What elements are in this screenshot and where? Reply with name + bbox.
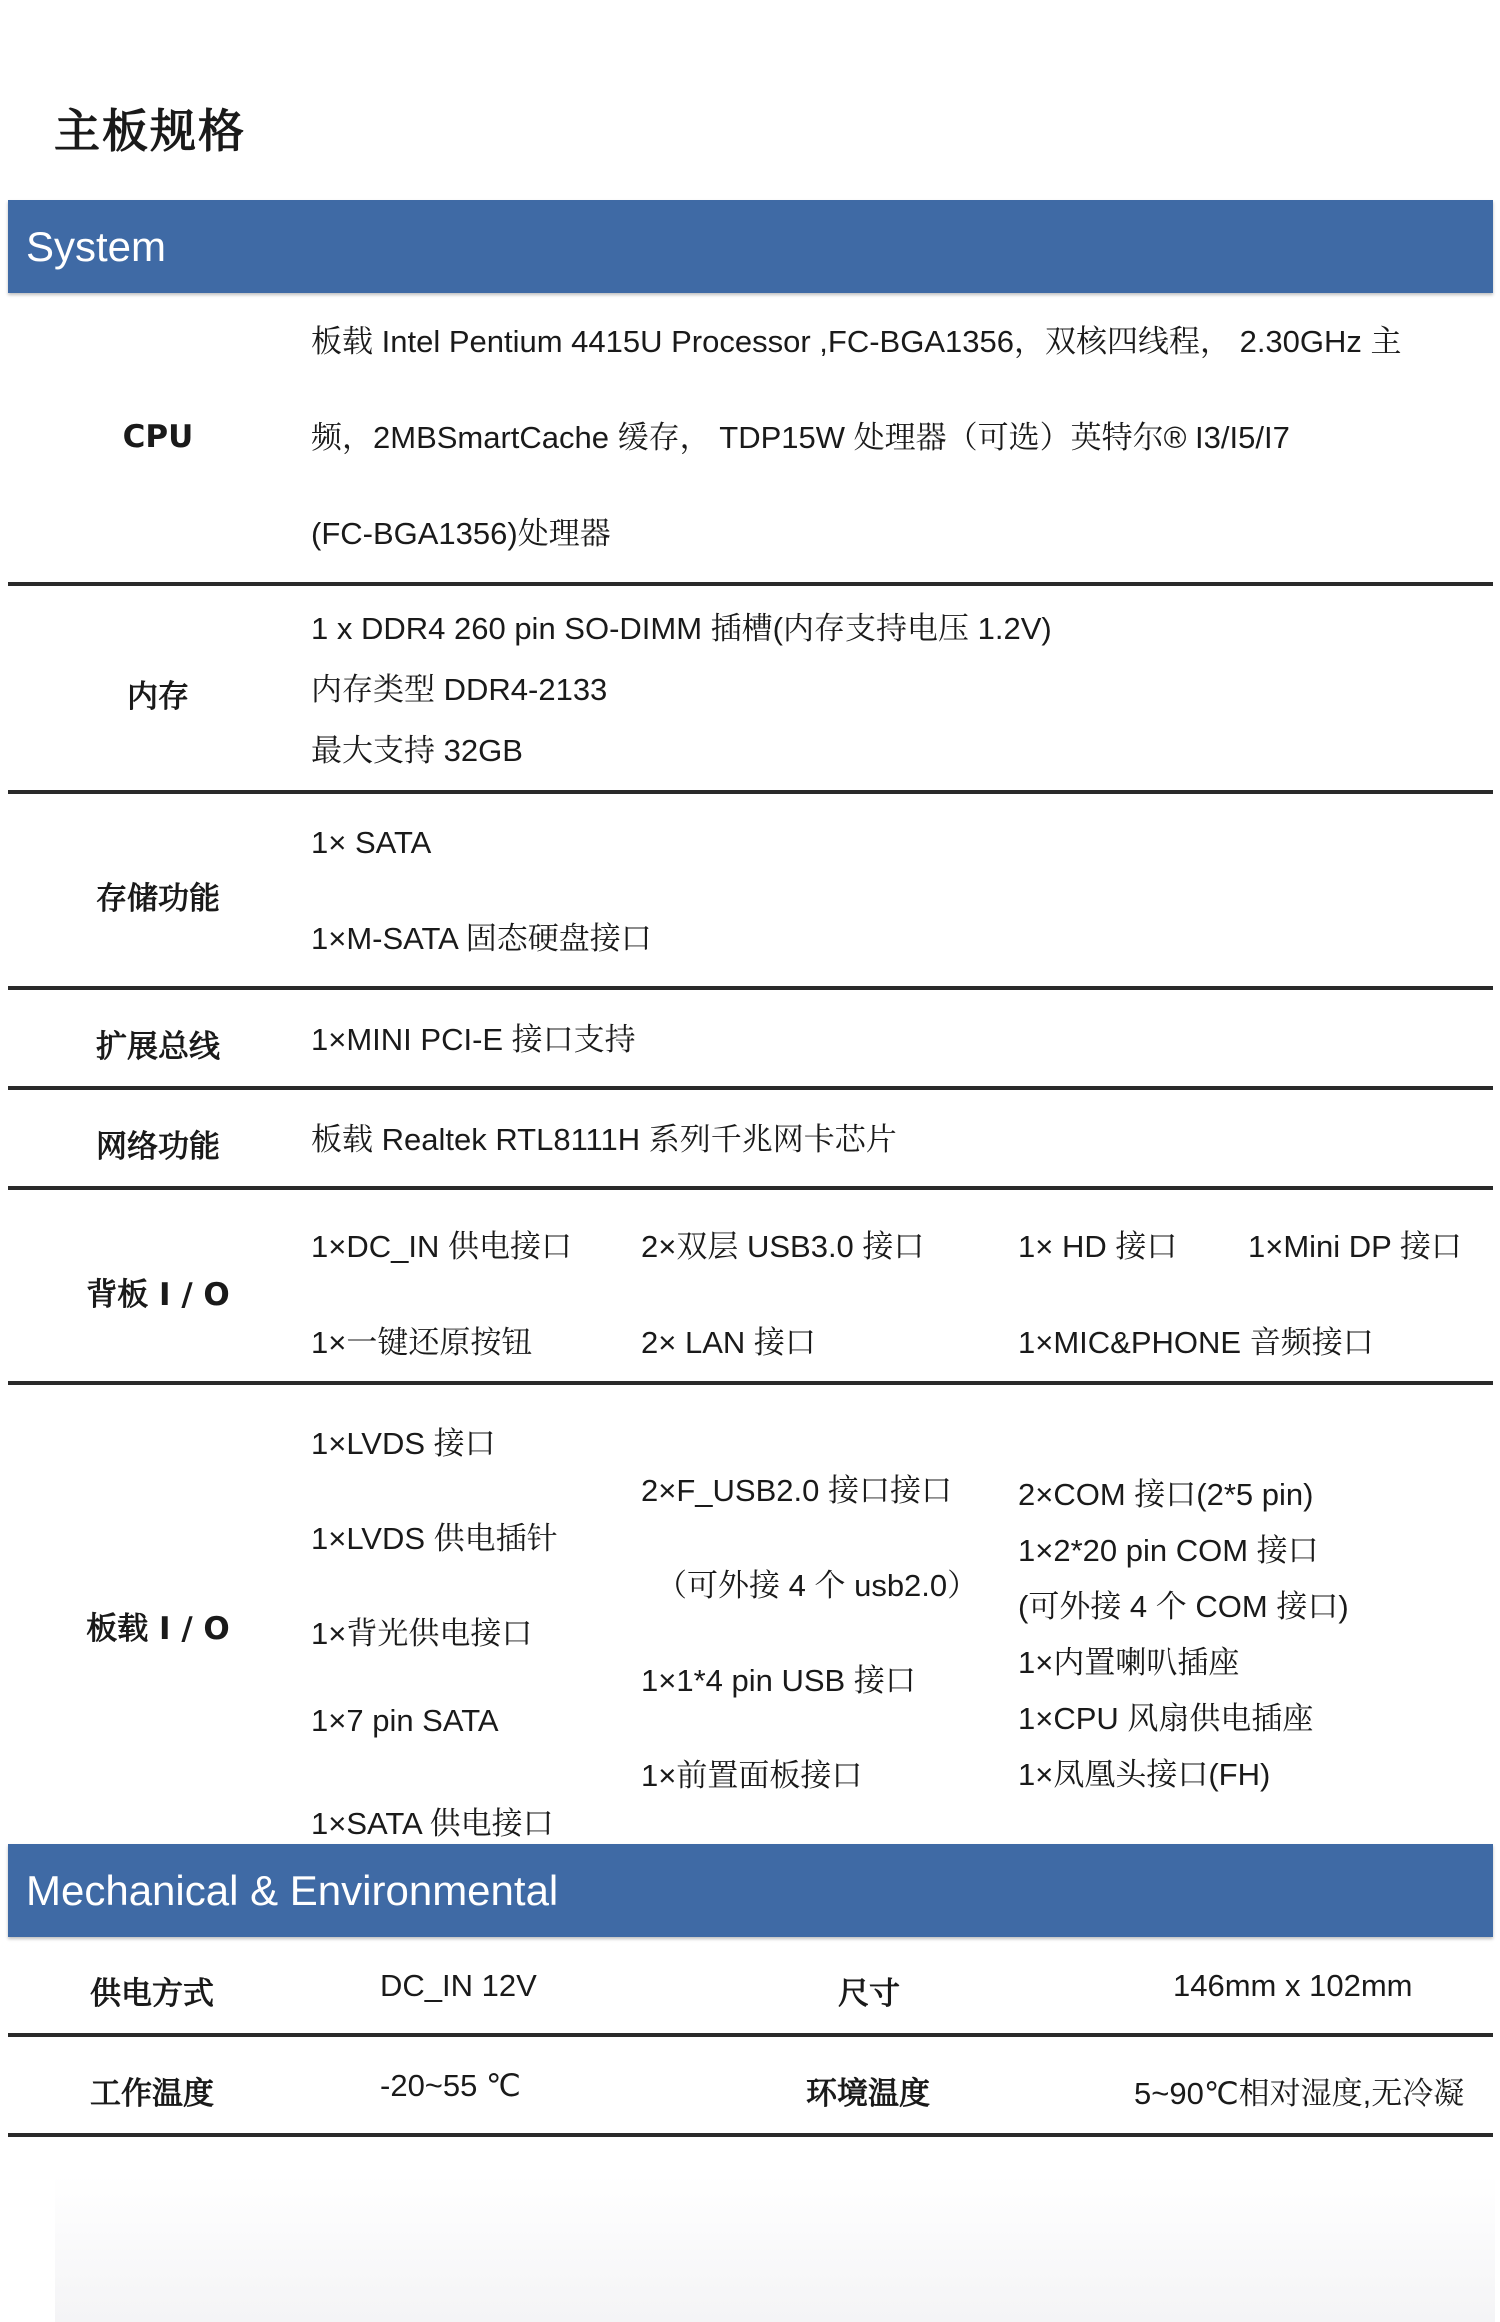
page-bottom-fade: [55, 2175, 1495, 2322]
size-value: 146mm x 102mm: [1173, 1968, 1413, 2003]
onboard-io-item: （可外接 4 个 usb2.0）: [656, 1568, 979, 1603]
env-value: 5~90℃相对湿度,无冷凝: [1134, 2076, 1465, 2111]
env-label: 环境温度: [806, 2076, 930, 2112]
onboard-io-item: 1×SATA 供电接口: [311, 1806, 554, 1841]
spec-row-network: [8, 1090, 1493, 1190]
rear-io-item: 1×DC_IN 供电接口: [311, 1229, 572, 1264]
row-label: 内存: [127, 679, 189, 715]
memory-line: 1 x DDR4 260 pin SO-DIMM 插槽(内存支持电压 1.2V): [311, 611, 1052, 646]
power-value: DC_IN 12V: [380, 1968, 537, 2003]
rear-io-item: 1×MIC&PHONE 音频接口: [1018, 1325, 1374, 1360]
onboard-io-item: (可外接 4 个 COM 接口): [1018, 1589, 1349, 1624]
onboard-io-item: 1×内置喇叭插座: [1018, 1645, 1240, 1680]
onboard-io-item: 1×2*20 pin COM 接口: [1018, 1533, 1319, 1568]
onboard-io-item: 1×1*4 pin USB 接口: [641, 1663, 916, 1698]
rear-io-item: 1× HD 接口: [1018, 1229, 1178, 1264]
onboard-io-item: 2×COM 接口(2*5 pin): [1018, 1477, 1314, 1512]
power-label: 供电方式: [90, 1976, 214, 2012]
storage-line: 1× SATA: [311, 825, 432, 860]
row-label: 板载 I / O: [86, 1611, 230, 1647]
onboard-io-item: 1×LVDS 接口: [311, 1426, 496, 1461]
section-header-mechanical: Mechanical & Environmental: [8, 1844, 1493, 1937]
row-label: 网络功能: [96, 1129, 220, 1165]
rear-io-item: 2×双层 USB3.0 接口: [641, 1229, 925, 1264]
spec-row-memory: [8, 586, 1493, 794]
onboard-io-item: 1×LVDS 供电插针: [311, 1521, 558, 1556]
rear-io-item: 1×Mini DP 接口: [1248, 1229, 1462, 1264]
storage-line: 1×M-SATA 固态硬盘接口: [311, 921, 652, 956]
onboard-io-item: 1×前置面板接口: [641, 1758, 863, 1793]
spec-row-rear-io: [8, 1190, 1493, 1385]
spec-row-temperature: [8, 2037, 1493, 2137]
onboard-io-item: 1×背光供电接口: [311, 1616, 533, 1651]
rear-io-item: 2× LAN 接口: [641, 1325, 816, 1360]
expansion-line: 1×MINI PCI-E 接口支持: [311, 1022, 636, 1057]
rear-io-item: 1×一键还原按钮: [311, 1325, 533, 1360]
onboard-io-item: 1×CPU 风扇供电插座: [1018, 1701, 1314, 1736]
onboard-io-item: 1×7 pin SATA: [311, 1703, 499, 1738]
spec-row-storage: [8, 794, 1493, 990]
spec-row-cpu: [8, 293, 1493, 586]
onboard-io-item: 2×F_USB2.0 接口接口: [641, 1473, 952, 1508]
row-label: 扩展总线: [96, 1029, 220, 1065]
row-label: 存储功能: [96, 881, 220, 917]
cpu-line: (FC-BGA1356)处理器: [311, 516, 611, 551]
size-label: 尺寸: [838, 1976, 900, 2012]
onboard-io-item: 1×凤凰头接口(FH): [1018, 1757, 1271, 1792]
temp-value: -20~55 ℃: [380, 2068, 521, 2103]
page-title: 主板规格: [54, 104, 246, 158]
spec-row-expansion: [8, 990, 1493, 1090]
network-line: 板载 Realtek RTL8111H 系列千兆网卡芯片: [311, 1122, 897, 1157]
temp-label: 工作温度: [90, 2076, 214, 2112]
row-label: 背板 I / O: [86, 1277, 230, 1313]
cpu-line: 板载 Intel Pentium 4415U Processor ,FC-BGA1356，双核四线程， 2.30GHz 主: [311, 324, 1402, 359]
spec-row-power-size: [8, 1937, 1493, 2037]
memory-line: 内存类型 DDR4-2133: [311, 672, 608, 707]
memory-line: 最大支持 32GB: [311, 733, 523, 768]
cpu-line: 频，2MBSmartCache 缓存， TDP15W 处理器（可选）英特尔® I3/I5/I7: [311, 420, 1290, 455]
row-label: CPU: [122, 419, 194, 455]
spec-row-onboard-io: [8, 1385, 1493, 1865]
section-header-system: System: [8, 200, 1493, 293]
